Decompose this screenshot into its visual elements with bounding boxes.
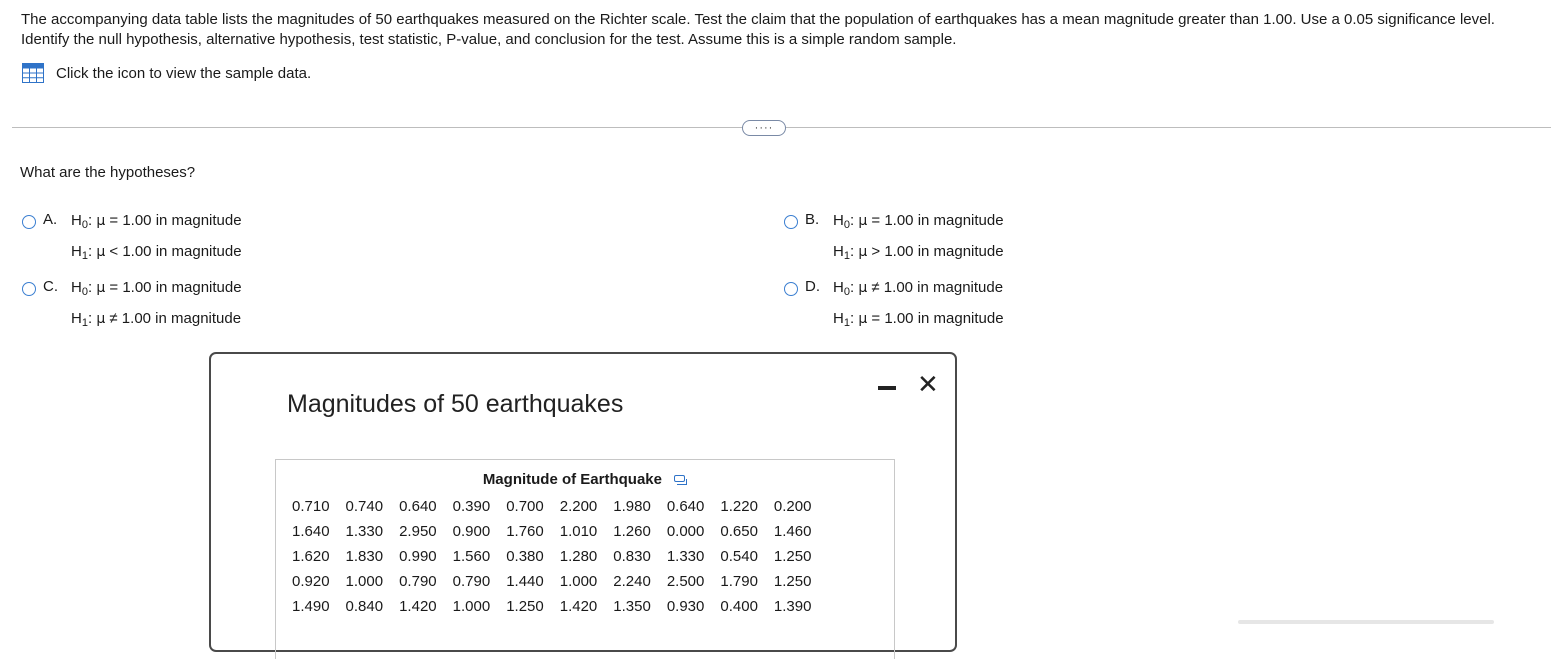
option-c[interactable] <box>22 278 242 336</box>
table-cell: 1.010 <box>559 523 598 540</box>
h0-subscript: 0 <box>81 286 88 298</box>
table-cell: 1.760 <box>506 523 544 540</box>
data-table-container <box>275 459 895 659</box>
table-cell: 1.000 <box>345 573 384 590</box>
table-cell: 1.250 <box>773 548 812 565</box>
table-cell: 0.920 <box>292 573 330 590</box>
table-cell: 2.500 <box>666 573 705 590</box>
option-b-radio[interactable] <box>784 215 798 229</box>
colon: : <box>849 279 855 296</box>
table-cell: 0.790 <box>399 573 437 590</box>
h-symbol: H <box>833 279 844 296</box>
h-symbol: H <box>71 242 82 260</box>
h-symbol: H <box>833 309 844 327</box>
h-symbol: H <box>833 242 844 260</box>
option-b-letter: B. <box>805 211 820 228</box>
table-row <box>286 569 821 594</box>
table-row <box>286 594 821 619</box>
table-cell: 0.650 <box>720 523 758 540</box>
minimize-button[interactable] <box>878 386 896 390</box>
table-cell: 2.240 <box>613 573 651 590</box>
table-cell: 0.700 <box>506 498 544 515</box>
mu-symbol: μ <box>96 213 106 229</box>
option-c-h0: = 1.00 in magnitude <box>109 279 242 296</box>
h0-subscript: 0 <box>843 219 850 231</box>
table-header-label: Magnitude of Earthquake <box>482 471 662 488</box>
mu-symbol: μ <box>858 310 868 327</box>
table-cell: 1.560 <box>452 548 491 565</box>
sample-data-dialog <box>209 352 957 652</box>
table-cell: 1.420 <box>399 598 437 615</box>
expand-more-button[interactable]: ···· <box>742 120 786 136</box>
option-d-letter: D. <box>805 278 820 295</box>
colon: : <box>87 212 93 229</box>
table-cell: 1.620 <box>292 548 330 565</box>
dialog-title: Magnitudes of 50 earthquakes <box>287 390 624 418</box>
h0-subscript: 0 <box>81 219 88 231</box>
table-cell: 1.250 <box>506 598 544 615</box>
option-b-h0: = 1.00 in magnitude <box>871 212 1004 229</box>
table-cell: 1.250 <box>773 573 812 590</box>
h-symbol: H <box>833 212 844 229</box>
table-cell: 0.930 <box>666 598 705 615</box>
table-cell: 1.490 <box>292 598 330 615</box>
table-row <box>286 519 821 544</box>
h-symbol: H <box>71 279 82 296</box>
table-cell: 0.840 <box>345 598 384 615</box>
colon: : <box>87 242 93 260</box>
table-cell: 1.350 <box>613 598 651 615</box>
table-cell: 0.000 <box>666 523 705 540</box>
option-a-radio[interactable] <box>22 215 36 229</box>
table-cell: 1.390 <box>773 598 812 615</box>
option-a-h0: = 1.00 in magnitude <box>109 212 242 229</box>
option-b[interactable] <box>784 211 1004 269</box>
table-cell: 0.400 <box>720 598 758 615</box>
table-cell: 0.640 <box>666 498 705 515</box>
table-cell: 1.440 <box>506 573 544 590</box>
table-cell: 1.980 <box>613 498 651 515</box>
table-cell: 1.830 <box>345 548 384 565</box>
table-cell: 1.330 <box>666 548 705 565</box>
earthquake-data-table <box>286 494 821 619</box>
table-cell: 1.460 <box>773 523 812 540</box>
table-cell: 0.390 <box>452 498 491 515</box>
mu-symbol: μ <box>96 243 106 260</box>
view-sample-data-label[interactable]: Click the icon to view the sample data. <box>56 64 312 82</box>
table-cell: 1.790 <box>720 573 758 590</box>
h1-subscript: 1 <box>843 316 850 329</box>
horizontal-scrollbar[interactable] <box>1238 620 1494 624</box>
option-b-h1: > 1.00 in magnitude <box>871 242 1004 260</box>
table-cell: 1.280 <box>559 548 598 565</box>
mu-symbol: μ <box>96 280 106 296</box>
option-a-letter: A. <box>43 211 58 228</box>
table-cell: 1.640 <box>292 523 330 540</box>
option-c-h1: ≠ 1.00 in magnitude <box>109 309 242 327</box>
table-cell: 2.950 <box>399 523 437 540</box>
table-cell: 0.380 <box>506 548 544 565</box>
mu-symbol: μ <box>96 310 106 327</box>
h1-subscript: 1 <box>81 249 88 262</box>
colon: : <box>87 309 93 327</box>
table-cell: 1.000 <box>559 573 598 590</box>
table-cell: 2.200 <box>559 498 598 515</box>
option-c-letter: C. <box>43 278 58 295</box>
table-cell: 0.830 <box>613 548 651 565</box>
option-d-h0: ≠ 1.00 in magnitude <box>871 279 1004 296</box>
table-cell: 1.220 <box>720 498 758 515</box>
data-table-icon[interactable] <box>22 63 44 83</box>
h-symbol: H <box>71 212 82 229</box>
question-prompt: What are the hypotheses? <box>20 164 196 181</box>
problem-statement: The accompanying data table lists the magnitudes of 50 earthquakes measured on the Richter scale. Test the claim that the population of earthquakes has a mean magnitude greater than 1.00. Use a 0.05 significance level. Identify the null hypothesis, alternative hypothesis, test statistic, P-value, and conclusion for the test. Assume this is a simple random sample. <box>21 11 1495 48</box>
option-d-h1: = 1.00 in magnitude <box>871 309 1004 327</box>
h1-subscript: 1 <box>81 316 88 329</box>
table-row <box>286 494 821 519</box>
mu-symbol: μ <box>858 243 868 260</box>
copy-icon[interactable] <box>674 475 687 485</box>
colon: : <box>87 279 93 296</box>
table-row <box>286 544 821 569</box>
option-a-h1: < 1.00 in magnitude <box>109 242 242 260</box>
option-a[interactable] <box>22 211 242 269</box>
table-cell: 1.260 <box>613 523 651 540</box>
mu-symbol: μ <box>858 280 868 296</box>
colon: : <box>849 242 855 260</box>
option-d[interactable] <box>784 278 1004 336</box>
table-cell: 0.790 <box>452 573 491 590</box>
table-cell: 0.200 <box>773 498 812 515</box>
colon: : <box>849 212 855 229</box>
table-header <box>276 471 894 488</box>
table-cell: 0.990 <box>399 548 437 565</box>
table-cell: 0.540 <box>720 548 758 565</box>
close-button[interactable]: ✕ <box>917 370 939 400</box>
table-cell: 1.000 <box>452 598 491 615</box>
table-cell: 0.900 <box>452 523 491 540</box>
table-cell: 1.330 <box>345 523 384 540</box>
h-symbol: H <box>71 309 82 327</box>
mu-symbol: μ <box>858 213 868 229</box>
h0-subscript: 0 <box>843 286 850 298</box>
view-sample-data-link[interactable] <box>22 63 311 83</box>
table-cell: 0.640 <box>399 498 437 515</box>
table-cell: 1.420 <box>559 598 598 615</box>
option-d-radio[interactable] <box>784 282 798 296</box>
option-c-radio[interactable] <box>22 282 36 296</box>
h1-subscript: 1 <box>843 249 850 262</box>
table-cell: 0.710 <box>292 498 330 515</box>
table-cell: 0.740 <box>345 498 384 515</box>
colon: : <box>849 309 855 327</box>
